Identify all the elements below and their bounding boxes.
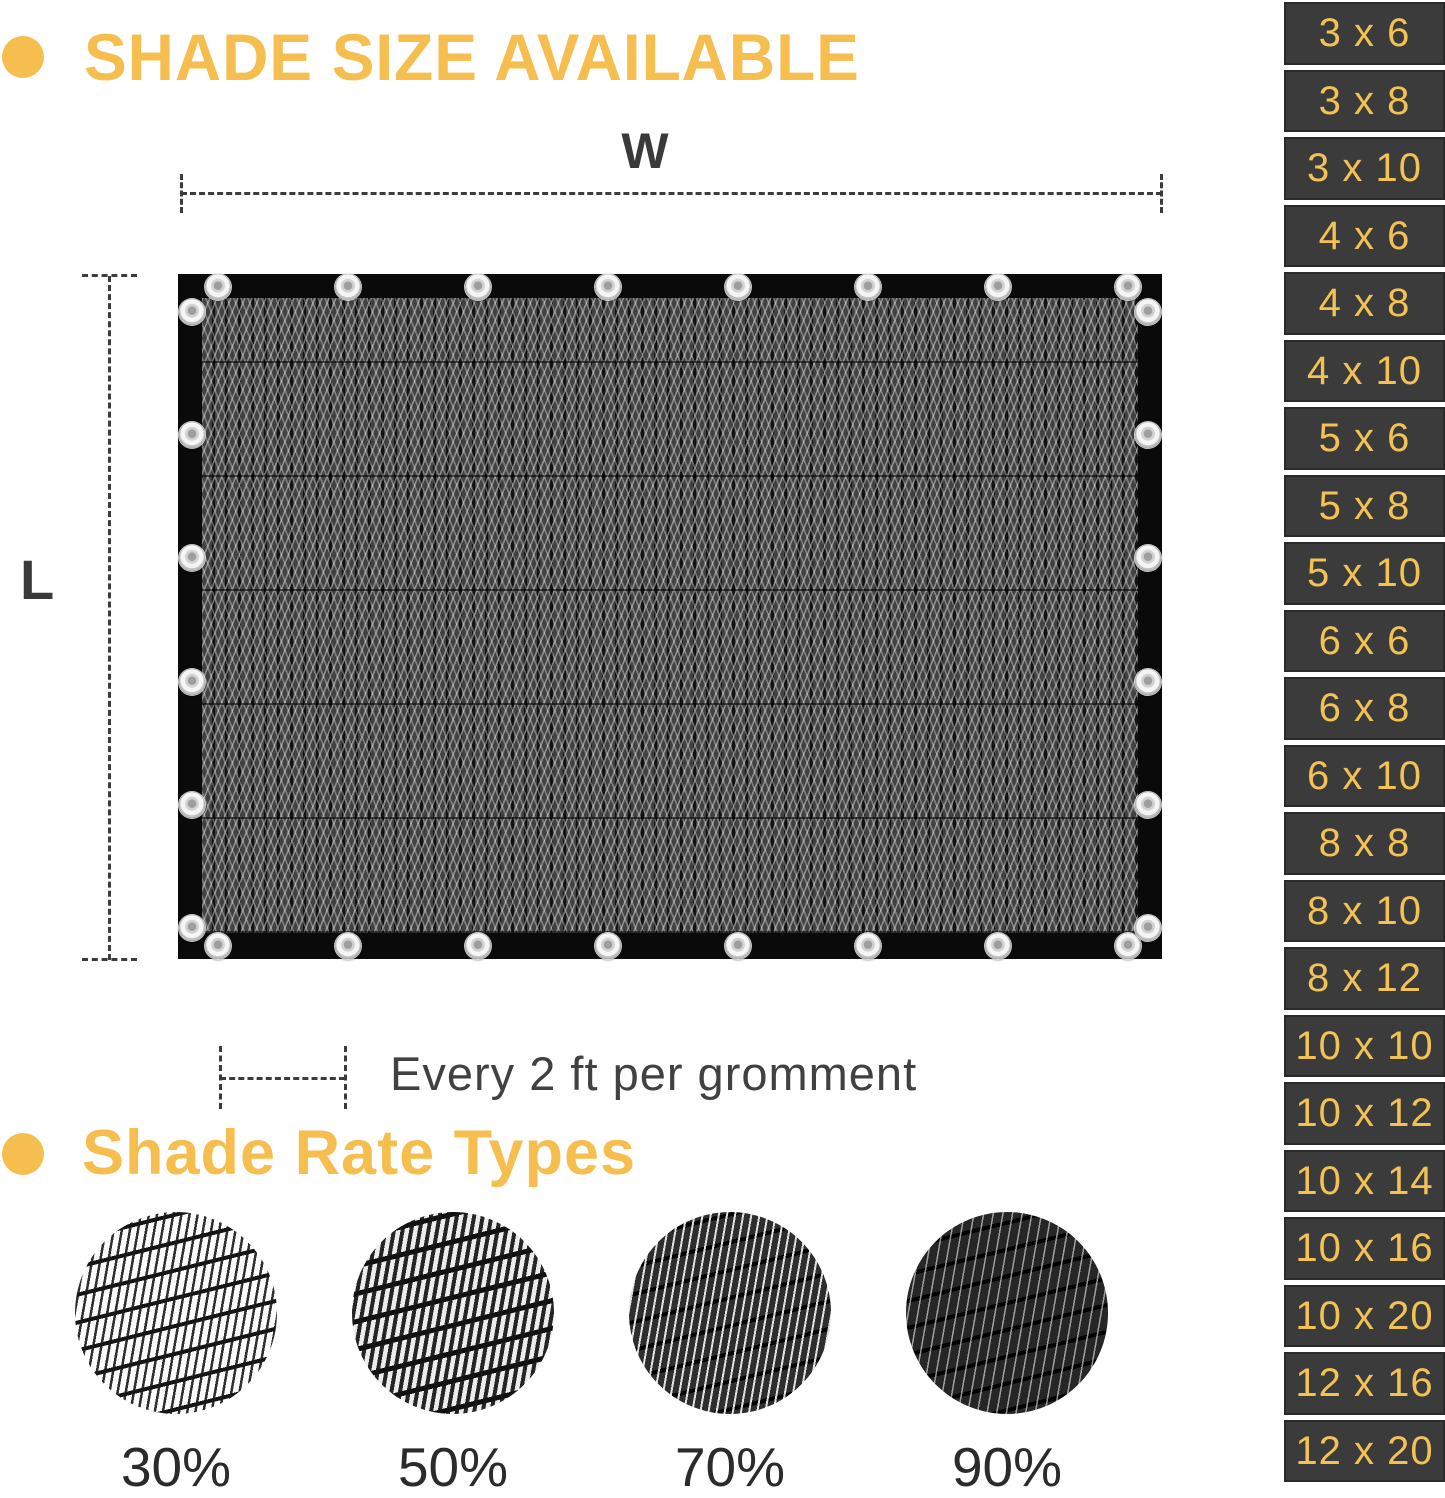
bullet-icon xyxy=(2,1133,44,1175)
length-dimension-label: L xyxy=(20,548,55,611)
grommet-icon xyxy=(205,933,231,959)
grommet-icon xyxy=(595,933,621,959)
grommet-spacing-line xyxy=(220,1077,345,1080)
shade-rate-label: 30% xyxy=(120,1436,232,1498)
grommet-spacing-tick-right xyxy=(344,1046,347,1109)
grommet-icon xyxy=(725,933,751,959)
width-dimension-tick-right xyxy=(1160,174,1163,213)
grommet-icon xyxy=(1135,915,1161,941)
shade-rate-item xyxy=(352,1212,554,1498)
size-section-title: SHADE SIZE AVAILABLE xyxy=(84,20,860,94)
size-option-label: 6 x 6 xyxy=(1318,618,1411,663)
grommet-icon xyxy=(985,274,1011,300)
grommet-icon xyxy=(205,274,231,300)
size-option xyxy=(1284,1015,1445,1078)
grommet-icon xyxy=(1135,669,1161,695)
size-option-label: 6 x 8 xyxy=(1318,686,1411,731)
size-option xyxy=(1284,880,1445,943)
size-option-label: 5 x 8 xyxy=(1318,483,1411,528)
grommet-icon xyxy=(1135,792,1161,818)
size-section-header xyxy=(2,20,884,94)
size-option xyxy=(1284,205,1445,268)
grommet-icon xyxy=(179,545,205,571)
length-dimension-tick-top xyxy=(82,274,137,277)
size-option xyxy=(1284,137,1445,200)
grommet-icon xyxy=(179,792,205,818)
rate-section-header xyxy=(2,1118,637,1188)
grommet-icon xyxy=(465,274,491,300)
size-option-label: 8 x 8 xyxy=(1318,821,1411,866)
shade-rate-label: 50% xyxy=(397,1436,509,1498)
size-option xyxy=(1284,1420,1445,1483)
size-option xyxy=(1284,812,1445,875)
mesh-swatch-icon xyxy=(75,1212,277,1414)
mesh-swatch-icon xyxy=(352,1212,554,1414)
size-option xyxy=(1284,2,1445,65)
length-dimension-tick-bottom xyxy=(82,958,137,961)
size-option-label: 10 x 14 xyxy=(1295,1158,1434,1203)
grommet-spacing-note: Every 2 ft per gromment xyxy=(390,1047,918,1100)
size-option xyxy=(1284,1082,1445,1145)
size-option xyxy=(1284,407,1445,470)
size-option xyxy=(1284,677,1445,740)
size-option-label: 8 x 10 xyxy=(1307,888,1422,933)
grommet-icon xyxy=(335,274,361,300)
size-option-label: 3 x 6 xyxy=(1318,11,1411,56)
size-option xyxy=(1284,542,1445,605)
size-option-label: 5 x 10 xyxy=(1307,551,1422,596)
size-list-sidebar xyxy=(1284,0,1445,1485)
grommet-icon xyxy=(725,274,751,300)
grommet-icon xyxy=(179,299,205,325)
size-option-label: 4 x 10 xyxy=(1307,348,1422,393)
size-option xyxy=(1284,340,1445,403)
length-dimension-line xyxy=(108,276,111,960)
grommet-icon xyxy=(1115,274,1141,300)
grommet-icon xyxy=(595,274,621,300)
size-option xyxy=(1284,1285,1445,1348)
shade-net xyxy=(178,274,1162,959)
width-dimension-line xyxy=(181,192,1162,195)
grommet-icon xyxy=(1135,422,1161,448)
shade-rate-label: 90% xyxy=(951,1436,1063,1498)
size-option-label: 12 x 16 xyxy=(1295,1361,1434,1406)
grommet-icon xyxy=(1135,299,1161,325)
bullet-icon xyxy=(2,36,44,78)
mesh-swatch-icon xyxy=(906,1212,1108,1414)
size-option-label: 8 x 12 xyxy=(1307,956,1422,1001)
size-option-label: 12 x 20 xyxy=(1295,1428,1434,1473)
rate-section-title: Shade Rate Types xyxy=(82,1118,637,1188)
size-option-label: 5 x 6 xyxy=(1318,416,1411,461)
size-option-label: 10 x 10 xyxy=(1295,1023,1434,1068)
size-option-label: 10 x 20 xyxy=(1295,1293,1434,1338)
shade-rate-item xyxy=(629,1212,831,1498)
size-option xyxy=(1284,70,1445,133)
shade-rate-label: 70% xyxy=(674,1436,786,1498)
grommet-spacing-tick-left xyxy=(219,1046,222,1109)
grommet-icon xyxy=(1135,545,1161,571)
grommet-icon xyxy=(855,274,881,300)
grommet-icon xyxy=(335,933,361,959)
grommet-icon xyxy=(1115,933,1141,959)
shade-rate-item xyxy=(75,1212,277,1498)
grommet-icon xyxy=(179,422,205,448)
size-option-label: 4 x 8 xyxy=(1318,281,1411,326)
size-option xyxy=(1284,610,1445,673)
size-option xyxy=(1284,745,1445,808)
width-dimension-tick-left xyxy=(180,174,183,213)
size-option-label: 10 x 12 xyxy=(1295,1091,1434,1136)
grommet-icon xyxy=(855,933,881,959)
size-option-label: 3 x 10 xyxy=(1307,146,1422,191)
size-option xyxy=(1284,1150,1445,1213)
size-option-label: 3 x 8 xyxy=(1318,78,1411,123)
grommet-icon xyxy=(985,933,1011,959)
size-option-label: 10 x 16 xyxy=(1295,1226,1434,1271)
size-option xyxy=(1284,475,1445,538)
size-option-label: 6 x 10 xyxy=(1307,753,1422,798)
size-option xyxy=(1284,272,1445,335)
width-dimension-label: W xyxy=(621,123,669,179)
mesh-swatch-icon xyxy=(629,1212,831,1414)
size-option-label: 4 x 6 xyxy=(1318,213,1411,258)
grommet-icon xyxy=(179,915,205,941)
shade-rate-item xyxy=(906,1212,1108,1498)
grommet-icon xyxy=(465,933,491,959)
shade-net-mesh xyxy=(202,298,1138,933)
size-option xyxy=(1284,1352,1445,1415)
size-option xyxy=(1284,947,1445,1010)
grommet-icon xyxy=(179,669,205,695)
size-option xyxy=(1284,1217,1445,1280)
